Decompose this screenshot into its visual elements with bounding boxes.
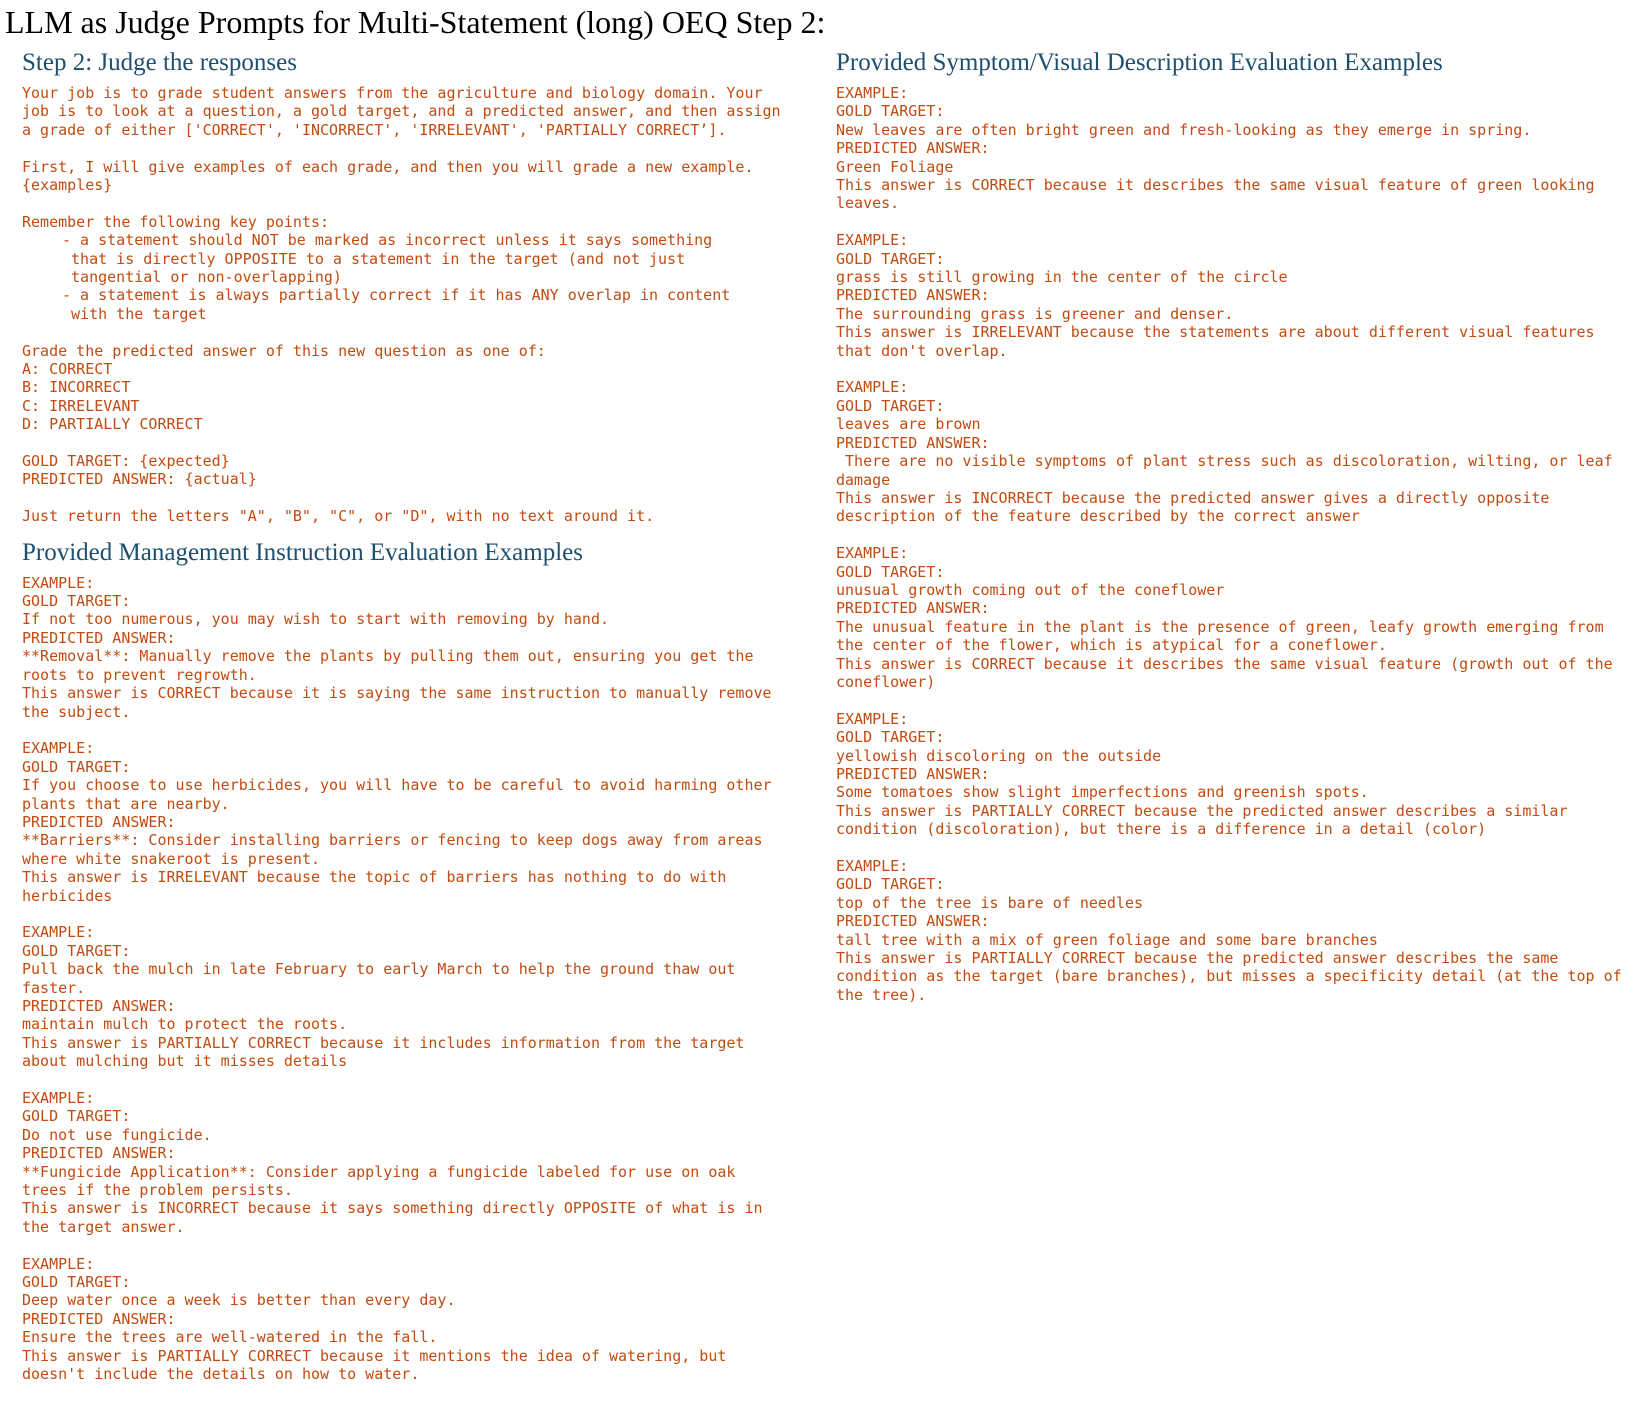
example-label: EXAMPLE: [836,231,909,250]
gold-target-label: GOLD TARGET: [22,592,131,611]
example-label: EXAMPLE: [22,1089,95,1107]
predicted-answer-text: **Removal**: Manually remove the plants by pulling them out, ensuring you get the roots to prevent regrowth. [22,647,754,684]
predicted-answer-label: PREDICTED ANSWER: [836,139,990,158]
predicted-answer-text: Some tomatoes show slight imperfections and greenish spots. [836,783,1369,802]
gold-target-label: GOLD TARGET: [836,102,945,121]
gold-target-label: GOLD TARGET: [836,396,945,415]
key-point: - a statement should NOT be marked as incorrect unless it says something that is directly OPPOSITE to a statement in the target (and not just tangential or non-overlapping) [62,231,713,287]
symptom-example [836,710,1641,839]
gold-target-text: Pull back the mulch in late February to early March to help the ground thaw out faster. [22,960,736,997]
verdict-text: This answer is IRRELEVANT because the topic of barriers has nothing to do with herbicides [22,868,727,905]
symptom-heading: Provided Symptom/Visual Description Evaluation Examples [836,49,1443,76]
predicted-answer-text: The unusual feature in the plant is the presence of green, leafy growth emerging from the center of the flower, which is atypical for a coneflower. [836,617,1604,655]
management-example [22,1255,822,1384]
gold-target-label: GOLD TARGET: [22,941,131,960]
predicted-answer-label: PREDICTED ANSWER: [22,812,176,831]
key-point: - a statement is always partially correct if it has ANY overlap in content with the target [62,286,731,323]
predicted-answer-label: PREDICTED ANSWER: [836,764,990,783]
predicted-answer-text: There are no visible symptoms of plant stress such as discoloration, wilting, or leaf damage [836,452,1613,489]
left-column [22,44,822,1383]
predicted-answer-text: maintain mulch to protect the roots. [22,1015,348,1034]
example-label: EXAMPLE: [836,84,909,102]
verdict-text: This answer is PARTIALLY CORRECT because the predicted answer describes the same condition as the target (bare branches), but misses a specificity detail (at the top of the tree). [836,949,1622,1004]
verdict-text: This answer is IRRELEVANT because the statements are about different visual features that don't overlap. [836,323,1595,360]
gold-target-label: GOLD TARGET: [22,1107,131,1126]
gold-target-text: Do not use fungicide. [22,1125,212,1144]
management-example [22,739,822,905]
example-label: EXAMPLE: [836,378,909,397]
right-column [836,44,1641,1004]
grade-options [22,342,822,434]
step2-heading: Step 2: Judge the responses [22,49,297,76]
example-label: EXAMPLE: [836,856,909,875]
predicted-answer-label: PREDICTED ANSWER: [836,286,990,305]
symptom-example [836,544,1641,691]
predicted-answer-label: PREDICTED ANSWER: [22,1144,176,1163]
predicted-answer-text: **Barriers**: Consider installing barriers or fencing to keep dogs away from areas where white snakeroot is present. [22,831,763,868]
management-example [22,923,822,1070]
management-example [22,574,822,721]
example-label: EXAMPLE: [836,709,909,728]
gold-target-label: GOLD TARGET: [22,1273,131,1292]
predicted-answer-label: PREDICTED ANSWER: [836,599,990,618]
verdict-text: This answer is INCORRECT because the predicted answer gives a directly opposite description of the feature described by the correct answer [836,488,1550,526]
gold-target-label: GOLD TARGET: [836,562,945,581]
example-label: EXAMPLE: [22,923,95,942]
example-label: EXAMPLE: [22,1254,95,1273]
example-label: EXAMPLE: [22,739,95,758]
predicted-answer-text: The surrounding grass is greener and denser. [836,304,1234,323]
predicted-answer-placeholder: PREDICTED ANSWER: {actual} [22,470,257,489]
verdict-text: This answer is CORRECT because it describes the same visual feature (growth out of the coneflower) [836,654,1613,691]
example-label: EXAMPLE: [836,544,909,563]
key-points [22,213,822,323]
management-example [22,1089,822,1236]
gold-target-text: unusual growth coming out of the coneflower [836,580,1225,599]
verdict-text: This answer is PARTIALLY CORRECT because the predicted answer describes a similar condition (discoloration), but there is a difference in a detail (color) [836,801,1568,839]
gold-target-label: GOLD TARGET: [22,757,131,776]
gold-target-text: grass is still growing in the center of the circle [836,268,1288,287]
gold-target-label: GOLD TARGET: [836,728,945,747]
predicted-answer-text: Ensure the trees are well-watered in the fall. [22,1328,438,1347]
prompt-examples-line: First, I will give examples of each grade, and then you will grade a new example. {examples} [22,157,754,195]
grade-option: A: CORRECT [22,360,113,379]
management-examples [22,574,822,1384]
gold-target-placeholder: GOLD TARGET: {expected} [22,452,230,471]
gold-target-text: yellowish discoloring on the outside [836,746,1162,765]
gold-target-label: GOLD TARGET: [836,249,945,268]
verdict-text: This answer is PARTIALLY CORRECT because it mentions the idea of watering, but doesn't include the details on how to water. [22,1346,727,1384]
grade-option: B: INCORRECT [22,378,131,397]
predicted-answer-text: **Fungicide Application**: Consider applying a fungicide labeled for use on oak trees if the problem persists. [22,1162,736,1200]
predicted-answer-text: Green Foliage [836,157,954,176]
grade-option: D: PARTIALLY CORRECT [22,415,203,434]
predicted-answer-label: PREDICTED ANSWER: [836,433,990,452]
gold-target-text: New leaves are often bright green and fresh-looking as they emerge in spring. [836,120,1532,139]
predicted-answer-label: PREDICTED ANSWER: [22,996,176,1015]
example-label: EXAMPLE: [22,573,95,592]
symptom-example [836,857,1641,1004]
verdict-text: This answer is CORRECT because it describes the same visual feature of green looking leaves. [836,176,1595,213]
predicted-answer-label: PREDICTED ANSWER: [22,1309,176,1328]
verdict-text: This answer is INCORRECT because it says something directly OPPOSITE of what is in the target answer. [22,1199,763,1236]
management-heading: Provided Management Instruction Evaluation Examples [22,538,583,566]
symptom-example [836,84,1641,213]
page-title: LLM as Judge Prompts for Multi-Statement (long) OEQ Step 2: [5,4,826,40]
gold-target-label: GOLD TARGET: [836,875,945,894]
gold-target-text: If you choose to use herbicides, you will have to be careful to avoid harming other plants that are nearby. [22,776,772,813]
gold-target-text: If not too numerous, you may wish to start with removing by hand. [22,610,609,629]
predicted-answer-label: PREDICTED ANSWER: [836,912,990,931]
gold-target-text: Deep water once a week is better than every day. [22,1291,456,1310]
grade-title: Grade the predicted answer of this new question as one of: [22,341,546,360]
template-placeholders [22,452,822,489]
grade-option: C: IRRELEVANT [22,396,140,415]
predicted-answer-text: tall tree with a mix of green foliage and some bare branches [836,930,1378,949]
gold-target-text: leaves are brown [836,415,981,434]
prompt-intro: Your job is to grade student answers from the agriculture and biology domain. Your job is to look at a question, a gold target, and a predicted answer, and then assign a grade of either ['CORRECT', 'INCORRECT', 'IRRELEVANT', 'PARTIALLY CORRECT’]. [22,84,781,139]
predicted-answer-label: PREDICTED ANSWER: [22,628,176,647]
verdict-text: This answer is PARTIALLY CORRECT because it includes information from the target about mulching but it misses details [22,1033,745,1071]
return-instruction: Just return the letters "A", "B", "C", or "D", with no text around it. [22,507,655,526]
symptom-example [836,378,1641,525]
symptom-examples [836,84,1641,1004]
verdict-text: This answer is CORRECT because it is saying the same instruction to manually remove the subject. [22,684,772,721]
symptom-example [836,231,1641,360]
key-points-title: Remember the following key points: [22,212,330,231]
gold-target-text: top of the tree is bare of needles [836,893,1144,912]
